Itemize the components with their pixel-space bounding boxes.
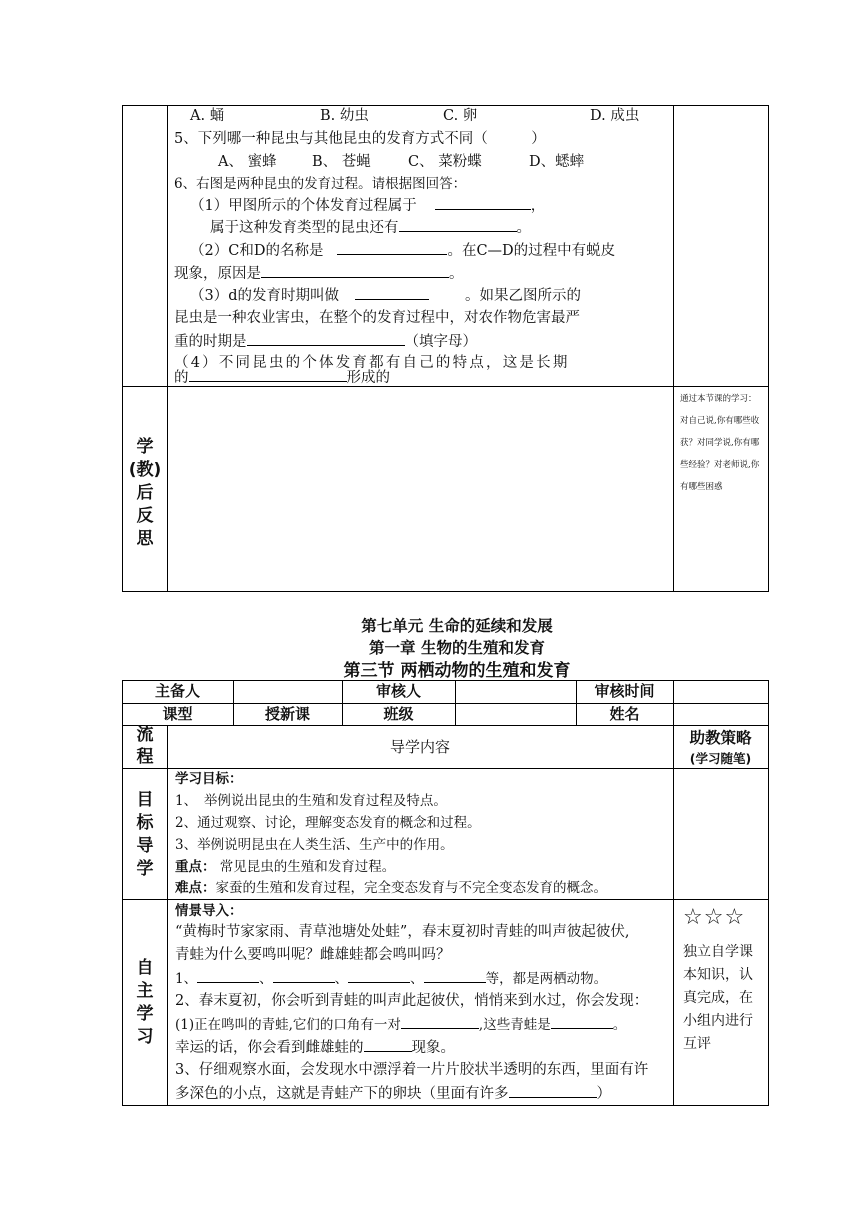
option-d: D、蟋蟀: [529, 154, 585, 170]
goal-item: 3、举例说明昆虫在人类生活、生产中的作用。: [175, 837, 454, 853]
class-label: 班级: [383, 705, 414, 723]
q6-3-line: （3）d的发育时期叫做 。如果乙图所示的: [190, 284, 581, 307]
blank[interactable]: [189, 366, 347, 382]
question-6: 6、右图是两种昆虫的发育过程。请根据图回答：: [174, 176, 467, 192]
name-label: 姓名: [609, 705, 640, 723]
blank[interactable]: [348, 967, 410, 983]
flow-header: 流 程: [136, 725, 154, 767]
blank[interactable]: [355, 284, 429, 300]
intro-line: “黄梅时节家家雨、青草池塘处处蛙”，春末夏初时青蛙的叫声彼起彼伏,: [175, 924, 630, 940]
option-b: B. 幼虫: [320, 108, 369, 124]
option-c: C. 卵: [443, 108, 478, 124]
blank[interactable]: [399, 216, 517, 232]
step-1: 1、 、 、 、 等，都是两栖动物。: [175, 967, 607, 990]
strategy-subheader: (学习随笔): [689, 751, 752, 766]
reflection-note: 通过本节课的学习：对自己说,你有哪些收获？对同学说,你有哪些经验？对老师说,你有哪些困惑: [680, 394, 760, 492]
option-a: A. 蛹: [190, 108, 225, 124]
option-c: C、 菜粉蝶: [408, 154, 482, 170]
blank[interactable]: [435, 194, 531, 210]
chapter-title: 第一章 生物的生殖和发育: [369, 639, 545, 657]
blank[interactable]: [337, 239, 447, 255]
key-point: 重点： 常见昆虫的生殖和发育过程。: [175, 859, 396, 875]
reflection-label: 学 (教) 后 反 思: [128, 437, 162, 549]
goals-title: 学习目标：: [175, 771, 243, 787]
reviewer-label: 审核人: [375, 682, 421, 700]
step-2-1: (1)正在鸣叫的青蛙,它们的口角有一对 ,这些青蛙是 。: [175, 1013, 626, 1036]
q6-1-line: （1）甲图所示的个体发育过程属于 ，: [190, 194, 545, 217]
option-d: D. 成虫: [590, 108, 640, 124]
blank[interactable]: [247, 330, 405, 346]
blank[interactable]: [261, 262, 449, 278]
blank[interactable]: [273, 967, 335, 983]
strategy-header: 助教策略: [689, 729, 752, 747]
q6-1-line-2: 属于这种发育类型的昆虫还有 。: [210, 216, 531, 239]
step-3-line-2: 多深色的小点，这就是青蛙产下的卵块（里面有许多 ）: [175, 1082, 611, 1105]
blank[interactable]: [424, 967, 486, 983]
star-rating-icon: ☆☆☆: [683, 905, 746, 930]
goal-item: 2、通过观察、讨论，理解变态发育的概念和过程。: [175, 815, 481, 831]
q6-4-line-2: 的 形成的: [174, 366, 390, 389]
blank[interactable]: [509, 1082, 597, 1098]
self-study-label: 自 主 学 习: [136, 958, 154, 1047]
goals-label: 目 标 导 学: [136, 790, 154, 879]
q6-2-line: （2）C和D的名称是 。在C—D的过程中有蜕皮: [190, 239, 615, 262]
intro-title: 情景导入：: [175, 903, 243, 919]
q6-4-line: （4）不同昆虫的个体发育都有自己的特点，这是长期: [174, 355, 570, 371]
intro-line: 青蛙为什么要鸣叫呢？雌雄蛙都会鸣叫吗？: [175, 947, 451, 963]
unit-title: 第七单元 生命的延续和发展: [361, 617, 553, 635]
blank[interactable]: [197, 967, 259, 983]
goal-item: 1、 举例说出昆虫的生殖和发育过程及特点。: [175, 793, 447, 809]
lesson-type-label: 课型: [162, 705, 193, 723]
step-2-2: 幸运的话，你会看到雌雄蛙的 现象。: [175, 1036, 455, 1059]
blank[interactable]: [401, 1013, 479, 1029]
preparer-label: 主备人: [154, 682, 200, 700]
question-5: 5、下列哪一种昆虫与其他昆虫的发育方式不同（ ）: [174, 131, 546, 147]
lesson-type-value: 授新课: [264, 705, 310, 723]
review-time-label: 审核时间: [594, 682, 655, 700]
section-title: 第三节 两栖动物的生殖和发育: [343, 661, 571, 681]
content-header: 导学内容: [389, 738, 450, 756]
q6-2-line-2: 现象，原因是 。: [174, 262, 464, 285]
blank[interactable]: [551, 1013, 613, 1029]
option-a: A、 蜜蜂: [218, 154, 277, 170]
strategy-note: 独立自学课 本知识，认 真完成，在 小组内进行 互评: [683, 944, 753, 1052]
option-b: B、 苍蝇: [312, 154, 371, 170]
step-3: 3、仔细观察水面，会发现水中漂浮着一片片胶状半透明的东西，里面有许: [175, 1062, 649, 1078]
difficulty: 难点：家蚕的生殖和发育过程，完全变态发育与不完全变态发育的概念。: [175, 880, 607, 896]
step-2: 2、春末夏初，你会听到青蛙的叫声此起彼伏，悄悄来到水过，你会发现：: [175, 993, 649, 1009]
q6-3-line-2: 昆虫是一种农业害虫，在整个的发育过程中，对农作物危害最严: [174, 310, 580, 326]
q6-3-line-3: 重的时期是 （填字母）: [174, 330, 477, 353]
blank[interactable]: [364, 1036, 412, 1052]
